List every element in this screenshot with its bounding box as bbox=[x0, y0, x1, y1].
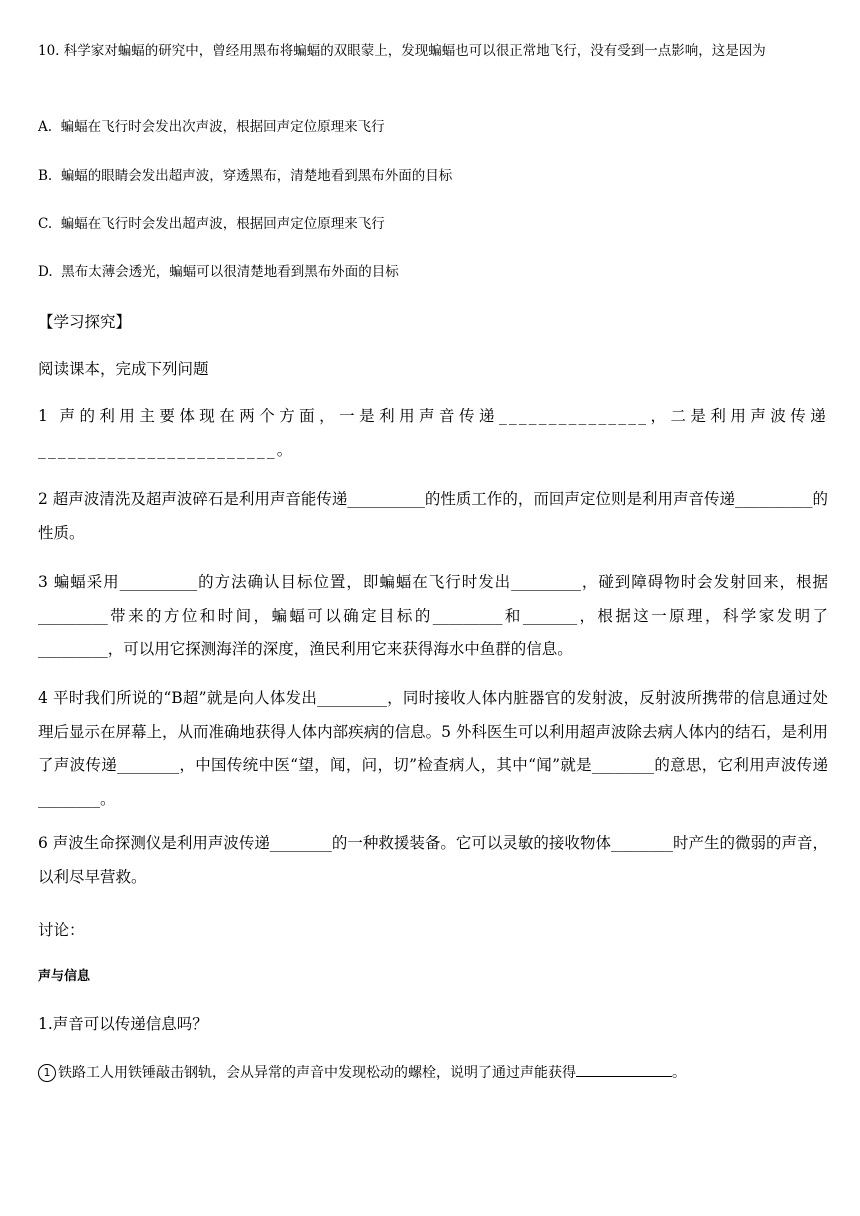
read-instruction: 阅读课本，完成下列问题 bbox=[38, 360, 209, 378]
sub-question-text: 铁路工人用铁锤敲击钢轨，会从异常的声音中发现松动的螺栓，说明了通过声能获得 bbox=[58, 1065, 576, 1081]
option-b bbox=[38, 166, 828, 186]
sub-question-end: 。 bbox=[672, 1065, 686, 1081]
item-6: 6 声波生命探测仪是利用声波传递________的一种救援装备。它可以灵敏的接收物体________时产生的微弱的声音，以利尽早营救。 bbox=[38, 834, 828, 886]
answer-blank bbox=[576, 1062, 672, 1077]
section-title: 声与信息 bbox=[38, 969, 91, 984]
option-letter: D. bbox=[38, 264, 53, 280]
option-text: 蝙蝠的眼睛会发出超声波，穿透黑布，清楚地看到黑布外面的目标 bbox=[60, 168, 453, 184]
option-a bbox=[38, 117, 828, 137]
option-letter: B. bbox=[38, 168, 53, 184]
sub-question-1 bbox=[38, 1062, 686, 1083]
item-4-5: 4 平时我们所说的“B超”就是向人体发出_________，同时接收人体内脏器官的发射波，反射波所携带的信息通过处理后显示在屏幕上，从而准确地获得人体内部疾病的信息。5 外科医生可以利用超声波除去病人体内的结石，是利用了声波传递________，中国传统中医“望，闻，问，切”检查病人，其中“闻”就是________的意思，它利用声波传递________。 bbox=[38, 689, 828, 808]
option-text: 黑布太薄会透光，蝙蝠可以很清楚地看到黑布外面的目标 bbox=[61, 264, 399, 280]
question-stem-text: 科学家对蝙蝠的研究中，曾经用黑布将蝙蝠的双眼蒙上，发现蝙蝠也可以很正常地飞行，没有受到一点影响，这是因为 bbox=[63, 43, 766, 59]
item-3: 3 蝙蝠采用__________的方法确认目标位置，即蝙蝠在飞行时发出_________，碰到障碍物时会发射回来，根据_________带来的方位和时间，蝙蝠可以确定目标的_________和_______，根据这一原理，科学家发明了_________，可以用它探测海洋的深度，渔民利用它来获得海水中鱼群的信息。 bbox=[38, 573, 828, 658]
question-number: 10. bbox=[38, 43, 60, 59]
option-d bbox=[38, 262, 828, 282]
option-c bbox=[38, 214, 828, 234]
question-1: 1.声音可以传递信息吗？ bbox=[38, 1015, 208, 1033]
discussion-label: 讨论： bbox=[38, 921, 85, 939]
item-2: 2 超声波清洗及超声波碎石是利用声音能传递__________的性质工作的，而回声定位则是利用声音传递__________的性质。 bbox=[38, 490, 828, 542]
option-letter: C. bbox=[38, 216, 53, 232]
study-heading: 【学习探究】 bbox=[38, 313, 132, 331]
option-text: 蝙蝠在飞行时会发出次声波，根据回声定位原理来飞行 bbox=[60, 119, 385, 135]
question-10-stem bbox=[38, 34, 828, 68]
circled-number-icon: 1 bbox=[38, 1064, 56, 1082]
option-text: 蝙蝠在飞行时会发出超声波，根据回声定位原理来飞行 bbox=[60, 216, 385, 232]
question-10 bbox=[38, 34, 828, 68]
option-letter: A. bbox=[38, 119, 53, 135]
item-1: 1 声的利用主要体现在两个方面，一是利用声音传递_______________，二是利用声波传递________________________。 bbox=[38, 407, 828, 459]
